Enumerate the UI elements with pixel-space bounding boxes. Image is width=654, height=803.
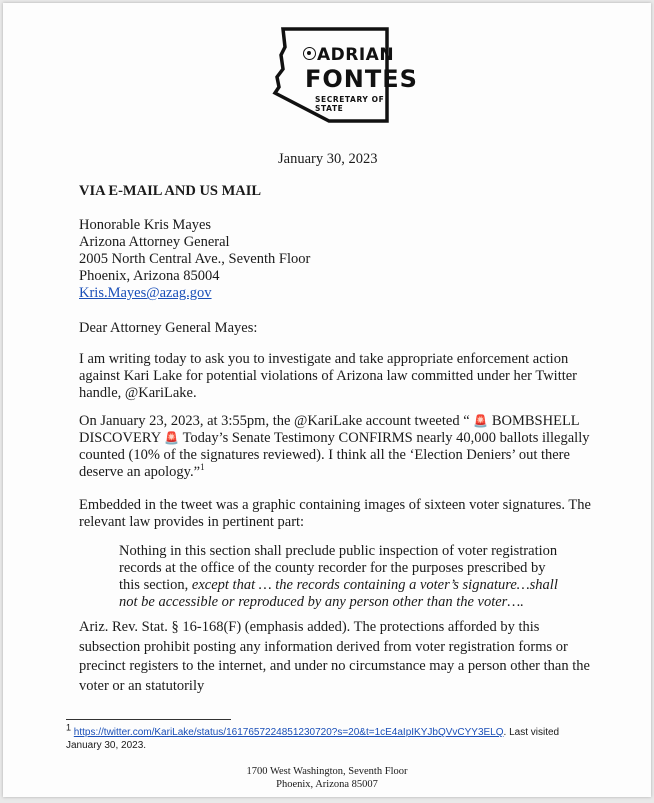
paragraph-statute: Ariz. Rev. Stat. § 16-168(F) (emphasis added). The protections afforded by this subsection prohibit posting any information derived from voter registration forms or precinct registers to the internet, and under no circumstance may a person other than the voter or an statutorily — [79, 619, 590, 694]
state-seal-icon — [303, 47, 316, 60]
letterhead-last-name: FONTES — [305, 65, 418, 93]
footer-address-line2: Phoenix, Arizona 85007 — [276, 779, 378, 790]
footnote-suffix: . Last visited January 30, 2023. — [66, 727, 560, 751]
letter-page — [3, 3, 651, 797]
recipient-email-link[interactable]: Kris.Mayes@azag.gov — [79, 285, 212, 301]
quote-plain-text: Nothing in this section shall preclude public inspection of voter registration records at the office of the county recorder for the purposes prescribed by this section, — [119, 543, 558, 593]
recipient-title: Arizona Attorney General — [79, 234, 230, 250]
recipient-street: 2005 North Central Ave., Seventh Floor — [79, 251, 311, 267]
letter-date: January 30, 2023 — [278, 151, 378, 167]
quote-italic-text: except that … the records containing a voter’s signature…shall not be accessible or reproduced by any person other than the voter…. — [119, 577, 558, 610]
tweet-text-intro: On January 23, 2023, at 3:55pm, the @KariLake account tweeted “ — [79, 413, 474, 429]
footnote — [66, 722, 586, 752]
delivery-method: VIA E-MAIL AND US MAIL — [79, 183, 262, 199]
footnote-reference[interactable]: 1 — [200, 462, 205, 473]
letterhead-first-name: ADRIAN — [317, 45, 395, 65]
footer-address-line1: 1700 West Washington, Seventh Floor — [246, 766, 408, 777]
police-light-icon: 🚨 — [473, 414, 489, 428]
recipient-address — [79, 217, 593, 302]
recipient-name: Honorable Kris Mayes — [79, 217, 212, 233]
tweet-text-bombshell: BOMBSHELL DISCOVERY — [79, 413, 580, 446]
footnote-divider — [66, 719, 231, 720]
police-light-icon: 🚨 — [164, 431, 180, 445]
letterhead-logo — [271, 25, 418, 125]
letterhead-title: SECRETARY OF STATE — [315, 95, 385, 113]
paragraph-request: I am writing today to ask you to investigate and take appropriate enforcement action against Kari Lake for potential violations of Arizona law committed under her Twitter handle, @KariLake. — [79, 351, 578, 401]
salutation: Dear Attorney General Mayes: — [79, 320, 258, 336]
footnote-url-link[interactable]: https://twitter.com/KariLake/status/1617657224851230720?s=20&t=1cE4aIpIKYJbQVvCYY3ELQ — [73, 727, 504, 738]
paragraph-embedded: Embedded in the tweet was a graphic containing images of sixteen voter signatures. The relevant law provides in pertinent part: — [79, 497, 591, 530]
block-quote — [119, 543, 559, 611]
footnote-mark: 1 — [66, 722, 72, 733]
paragraph-tweet — [79, 413, 593, 481]
recipient-city: Phoenix, Arizona 85004 — [79, 268, 220, 284]
tweet-text-body: Today’s Senate Testimony CONFIRMS nearly 40,000 ballots illegally counted (10% of the signatures reviewed). I think all the ‘Election Deniers’ out there deserve an apology.” — [79, 430, 590, 480]
